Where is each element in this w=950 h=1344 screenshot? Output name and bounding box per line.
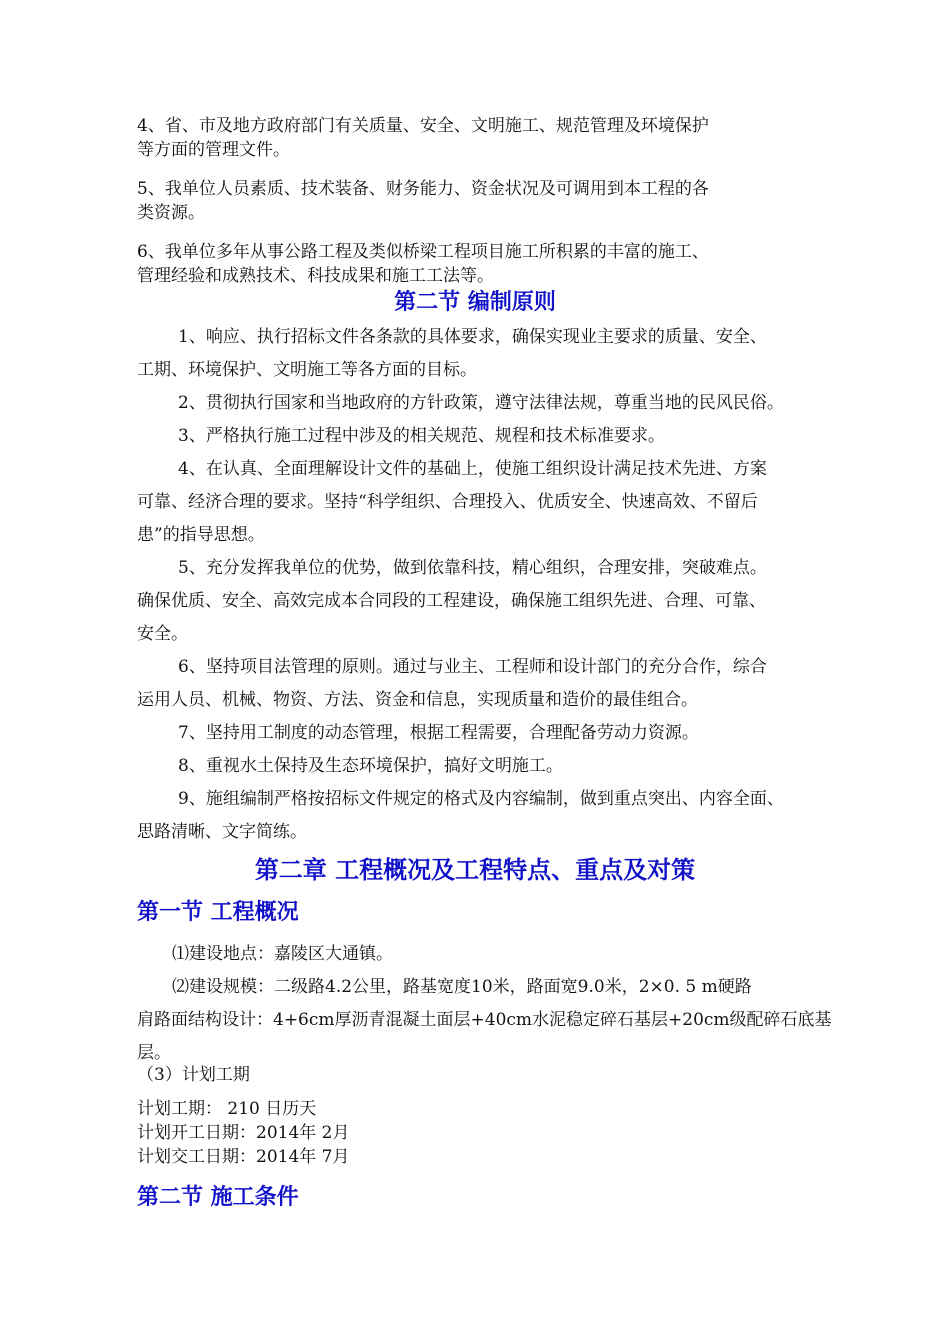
principle-line: 6、坚持项目法管理的原则。通过与业主、工程师和设计部门的充分合作，综合	[178, 657, 767, 677]
section-heading-overview: 第一节 工程概况	[137, 900, 299, 925]
schedule-line: 计划交工日期：2014年 7月	[137, 1147, 350, 1167]
principle-line: 患”的指导思想。	[137, 525, 265, 545]
intro-line: 6、我单位多年从事公路工程及类似桥梁工程项目施工所积累的丰富的施工、	[137, 242, 709, 262]
schedule-line: 计划工期： 210 日历天	[137, 1099, 317, 1119]
chapter-title: 第二章 工程概况及工程特点、重点及对策	[254, 856, 696, 884]
principle-line: 可靠、经济合理的要求。坚持“科学组织、合理投入、优质安全、快速高效、不留后	[137, 492, 758, 512]
intro-line: 4、省、市及地方政府部门有关质量、安全、文明施工、规范管理及环境保护	[137, 116, 709, 136]
principle-line: 3、严格执行施工过程中涉及的相关规范、规程和技术标准要求。	[178, 426, 665, 446]
principle-line: 8、重视水土保持及生态环境保护，搞好文明施工。	[178, 756, 563, 776]
principle-line: 1、响应、执行招标文件各条款的具体要求，确保实现业主要求的质量、安全、	[178, 327, 767, 347]
overview-location: ⑴建设地点：嘉陵区大通镇。	[172, 944, 393, 964]
intro-line: 管理经验和成熟技术、科技成果和施工工法等。	[137, 266, 494, 286]
principle-line: 9、施组编制严格按招标文件规定的格式及内容编制，做到重点突出、内容全面、	[178, 789, 784, 809]
schedule-heading: （3）计划工期	[137, 1065, 250, 1085]
section-heading-conditions: 第二节 施工条件	[137, 1185, 299, 1210]
principle-line: 确保优质、安全、高效完成本合同段的工程建设，确保施工组织先进、合理、可靠、	[137, 591, 766, 611]
overview-scale-line: 肩路面结构设计：4+6cm厚沥青混凝土面层+40cm水泥稳定碎石基层+20cm级配碎石底基	[137, 1010, 832, 1030]
principle-line: 安全。	[137, 624, 188, 644]
schedule-line: 计划开工日期：2014年 2月	[137, 1123, 350, 1143]
overview-scale-line: ⑵建设规模：二级路4.2公里，路基宽度10米，路面宽9.0米，2×0. 5 m硬路	[172, 977, 752, 997]
principle-line: 7、坚持用工制度的动态管理，根据工程需要，合理配备劳动力资源。	[178, 723, 699, 743]
principle-line: 2、贯彻执行国家和当地政府的方针政策，遵守法律法规，尊重当地的民风民俗。	[178, 393, 784, 413]
overview-scale-line: 层。	[137, 1043, 171, 1063]
principle-line: 思路清晰、文字简练。	[137, 822, 307, 842]
intro-line: 类资源。	[137, 203, 205, 223]
principle-line: 5、充分发挥我单位的优势，做到依靠科技，精心组织，合理安排，突破难点。	[178, 558, 767, 578]
principle-line: 运用人员、机械、物资、方法、资金和信息，实现质量和造价的最佳组合。	[137, 690, 698, 710]
intro-line: 等方面的管理文件。	[137, 140, 290, 160]
section-heading-principles: 第二节 编制原则	[394, 290, 556, 315]
intro-line: 5、我单位人员素质、技术装备、财务能力、资金状况及可调用到本工程的各	[137, 179, 709, 199]
principle-line: 4、在认真、全面理解设计文件的基础上，使施工组织设计满足技术先进、方案	[178, 459, 767, 479]
principle-line: 工期、环境保护、文明施工等各方面的目标。	[137, 360, 477, 380]
